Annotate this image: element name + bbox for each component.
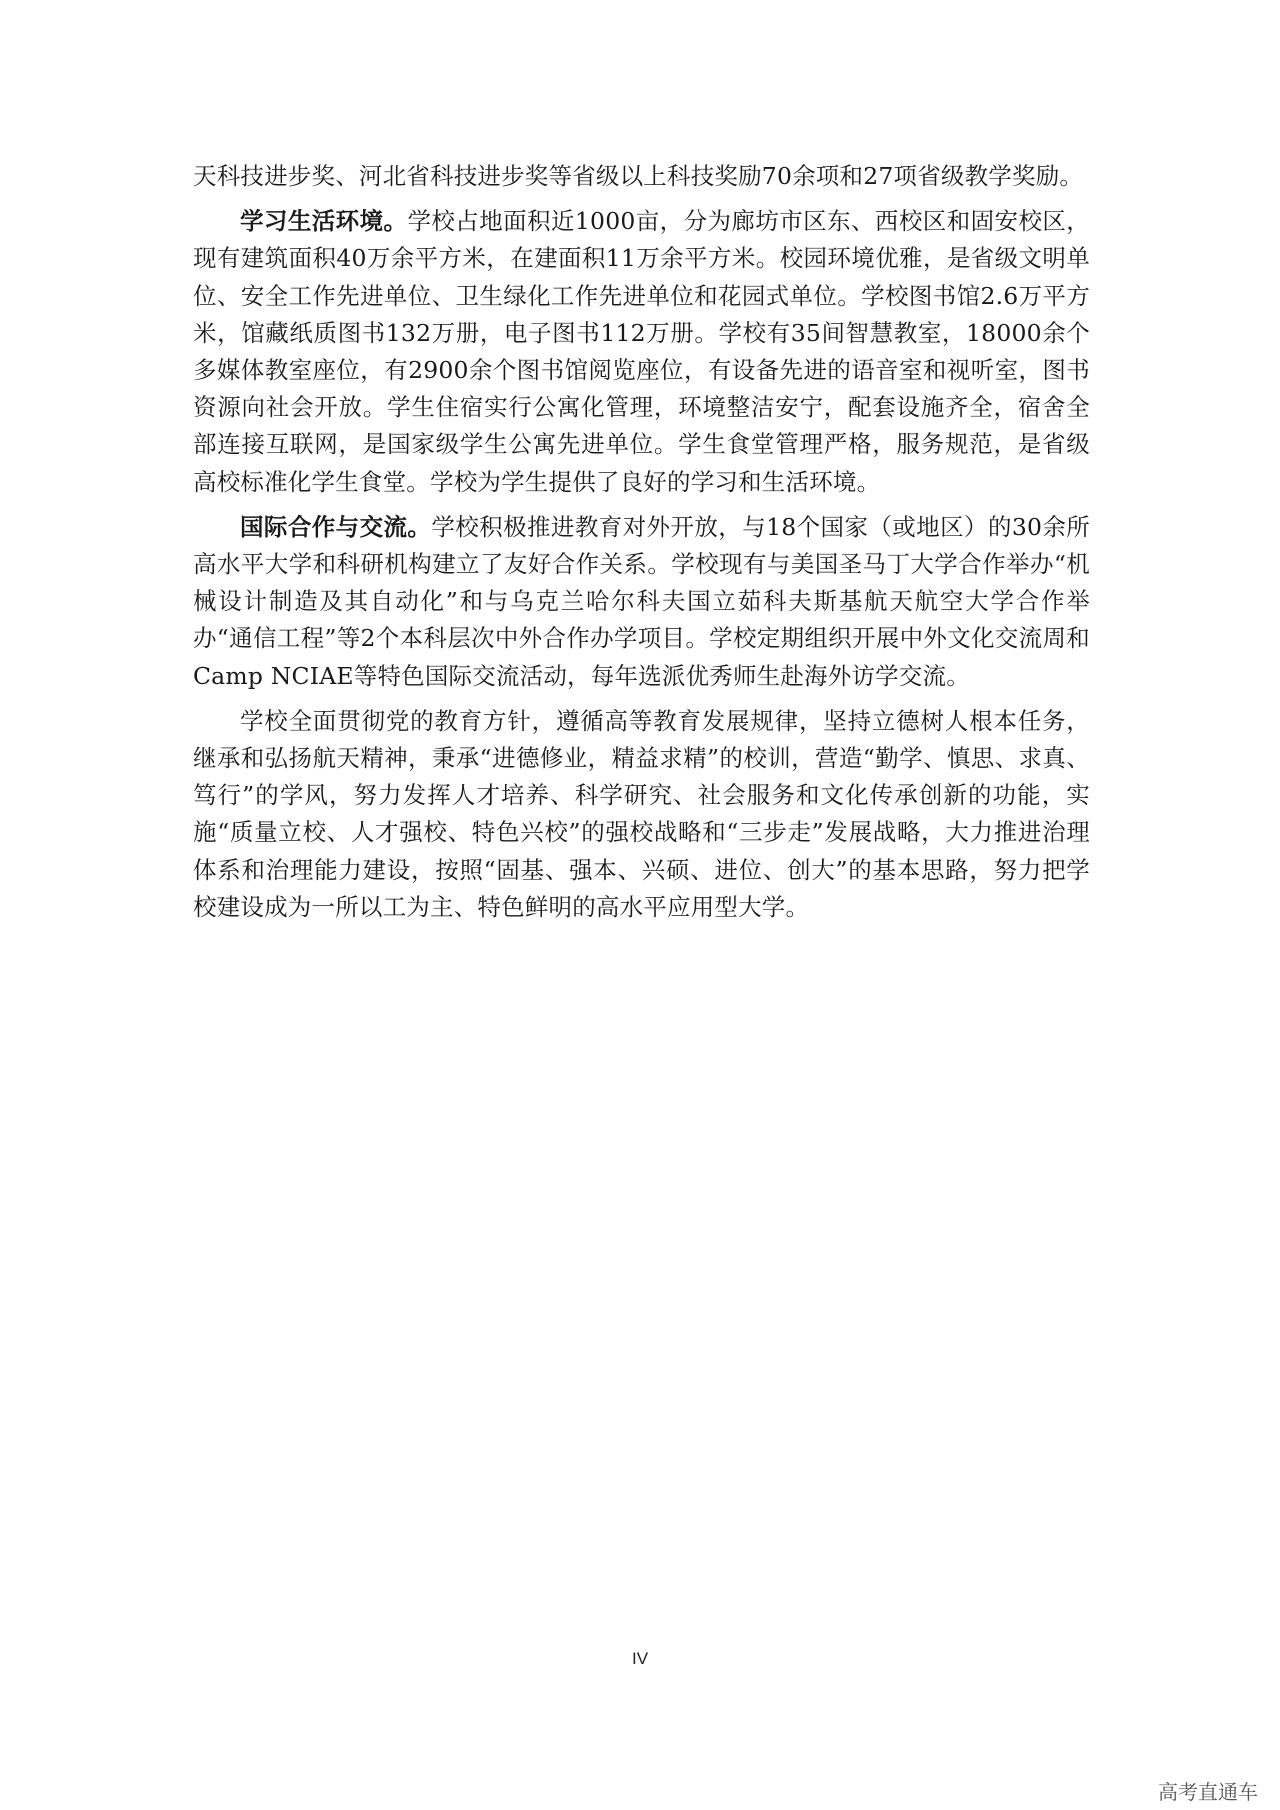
paragraph-lead: 学习生活环境。 xyxy=(240,207,408,236)
paragraph-learning-environment xyxy=(193,203,1090,501)
paragraph-continuation xyxy=(193,158,1090,195)
paragraph-international-cooperation xyxy=(193,509,1090,695)
document-body xyxy=(193,158,1090,934)
paragraph-text: 学校占地面积近1000亩，分为廊坊市区东、西校区和固安校区，现有建筑面积40万余平方米，在建面积11万余平方米。校园环境优雅，是省级文明单位、安全工作先进单位、卫生绿化工作先进单位和花园式单位。学校图书馆2.6万平方米，馆藏纸质图书132万册，电子图书112万册。学校有35间智慧教室，18000余个多媒体教室座位，有2900余个图书馆阅览座位，有设备先进的语音室和视听室，图书资源向社会开放。学生住宿实行公寓化管理，环境整洁安宁，配套设施齐全，宿舍全部连接互联网，是国家级学生公寓先进单位。学生食堂管理严格，服务规范，是省级高校标准化学生食堂。学校为学生提供了良好的学习和生活环境。 xyxy=(193,207,1090,496)
watermark: 高考直通车 xyxy=(1158,1780,1258,1804)
paragraph-school-mission xyxy=(193,703,1090,926)
page-number: IV xyxy=(631,1649,649,1668)
paragraph-text: 天科技进步奖、河北省科技进步奖等省级以上科技奖励70余项和27项省级教学奖励。 xyxy=(193,162,1084,190)
paragraph-lead: 国际合作与交流。 xyxy=(240,512,432,541)
paragraph-text: 学校积极推进教育对外开放，与18个国家（或地区）的30余所高水平大学和科研机构建立了友好合作关系。学校现有与美国圣马丁大学合作举办“机械设计制造及其自动化”和与乌克兰哈尔科夫国立茹科夫斯基航天航空大学合作举办“通信工程”等2个本科层次中外合作办学项目。学校定期组织开展中外文化交流周和Camp NCIAE等特色国际交流活动，每年选派优秀师生赴海外访学交流。 xyxy=(193,512,1091,690)
paragraph-text: 学校全面贯彻党的教育方针，遵循高等教育发展规律，坚持立德树人根本任务，继承和弘扬航天精神，秉承“进德修业，精益求精”的校训，营造“勤学、慎思、求真、笃行”的学风，努力发挥人才培养、科学研究、社会服务和文化传承创新的功能，实施“质量立校、人才强校、特色兴校”的强校战略和“三步走”发展战略，大力推进治理体系和治理能力建设，按照“固基、强本、兴硕、进位、创大”的基本思路，努力把学校建设成为一所以工为主、特色鲜明的高水平应用型大学。 xyxy=(193,706,1090,921)
